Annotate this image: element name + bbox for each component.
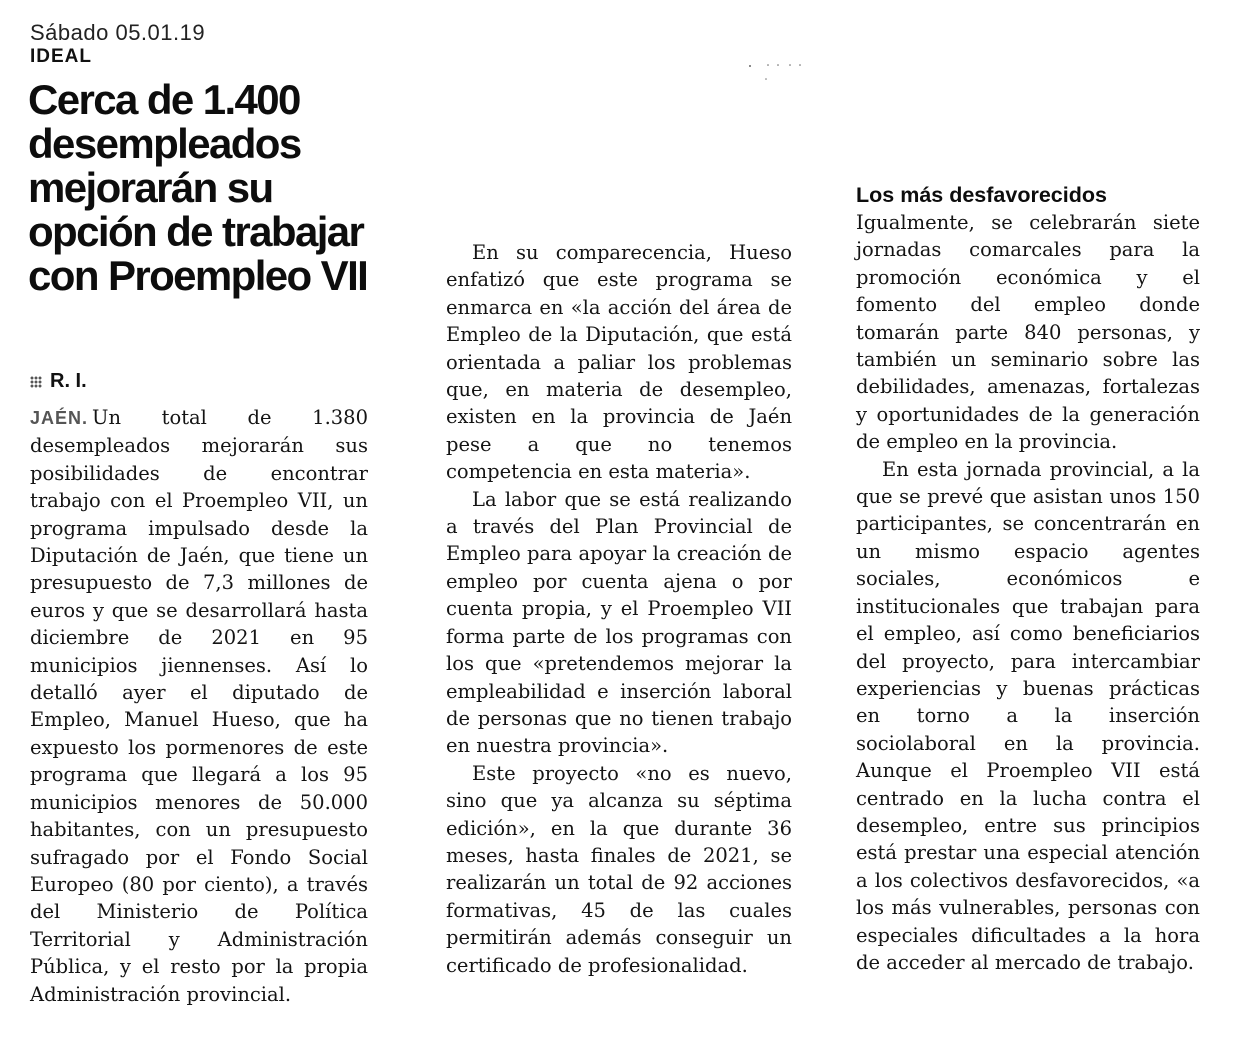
dateline: Sábado 05.01.19	[30, 20, 206, 45]
paragraph: La labor que se está realizando a través del Plan Provincial de Empleo para apoyar la creación de empleo por cuenta ajena o por cuenta propia, y el Proempleo VII forma parte de los programas con los que «pretendemos mejorar la empleabilidad e inserción laboral de personas que no tienen trabajo en nuestra provincia».	[446, 487, 792, 758]
scan-specks	[748, 62, 808, 82]
byline	[30, 370, 87, 393]
paragraph: En su comparecencia, Hueso enfatizó que este programa se enmarca en «la acción del área de Empleo de la Diputación, que está orientada a paliar los problemas que, en materia de desempleo, existen en la provincia de Jaén pese a que no tenemos competencia en esta materia».	[446, 241, 792, 484]
byline-marker-icon	[30, 376, 42, 388]
paragraph: En esta jornada provincial, a la que se prevé que asistan unos 150 participantes, se concentrarán en un mismo espacio agentes sociales, económicos e institucionales que trabajan para el empleo, así como beneficiarios del proyecto, para intercambiar experiencias y buenas prácticas en torno a la inserción sociolaboral en la provincia. Aunque el Proempleo VII está centrado en la lucha contra el desempleo, entre sus principios está prestar una especial atención a los colectivos desfavorecidos, «a los más vulnerables, personas con especiales dificultades a la hora de acceder al mercado de trabajo.	[856, 457, 1200, 974]
lead-text: Un total de 1.380 desempleados mejorarán sus posibilidades de encontrar trabajo con el Proempleo VII, un programa impulsado desde la Diputación de Jaén, que tiene un presupuesto de 7,3 millones de euros y que se desarrollará hasta diciembre de 2021 en 95 municipios jiennenses. Así lo detalló ayer el diputado de Empleo, Manuel Hueso, que ha expuesto los pormenores de este programa que llegará a los 95 municipios menores de 50.000 habitantes, con un presupuesto sufragado por el Fondo Social Europeo (80 por ciento), a través del Ministerio de Política Territorial y Administración Pública, y el resto por la propia Administración provincial.	[30, 406, 368, 1006]
headline: Cerca de 1.400 desempleados mejorarán su opción de trabajar con Proempleo VII	[28, 76, 368, 299]
paragraph: Igualmente, se celebrarán siete jornadas comarcales para la promoción económica y el fomento del empleo donde tomarán parte 840 personas, y también un seminario sobre las debilidades, amenazas, fortalezas y oportunidades de la generación de empleo en la provincia.	[856, 211, 1200, 454]
byline-author: R. I.	[50, 370, 87, 392]
column-2	[446, 239, 792, 979]
paragraph: Este proyecto «no es nuevo, sino que ya alcanza su séptima edición», en la que durante 36 meses, hasta finales de 2021, se realizarán un total de 92 acciones formativas, 45 de las cuales permitirán además conseguir un certificado de profesionalidad.	[446, 761, 792, 977]
place-tag: JAÉN.	[30, 408, 89, 428]
column-1	[30, 404, 368, 1008]
lead-paragraph	[30, 404, 368, 1008]
column-3	[856, 181, 1200, 976]
subheading: Los más desfavorecidos	[856, 183, 1107, 207]
newspaper-name: IDEAL	[30, 46, 92, 67]
